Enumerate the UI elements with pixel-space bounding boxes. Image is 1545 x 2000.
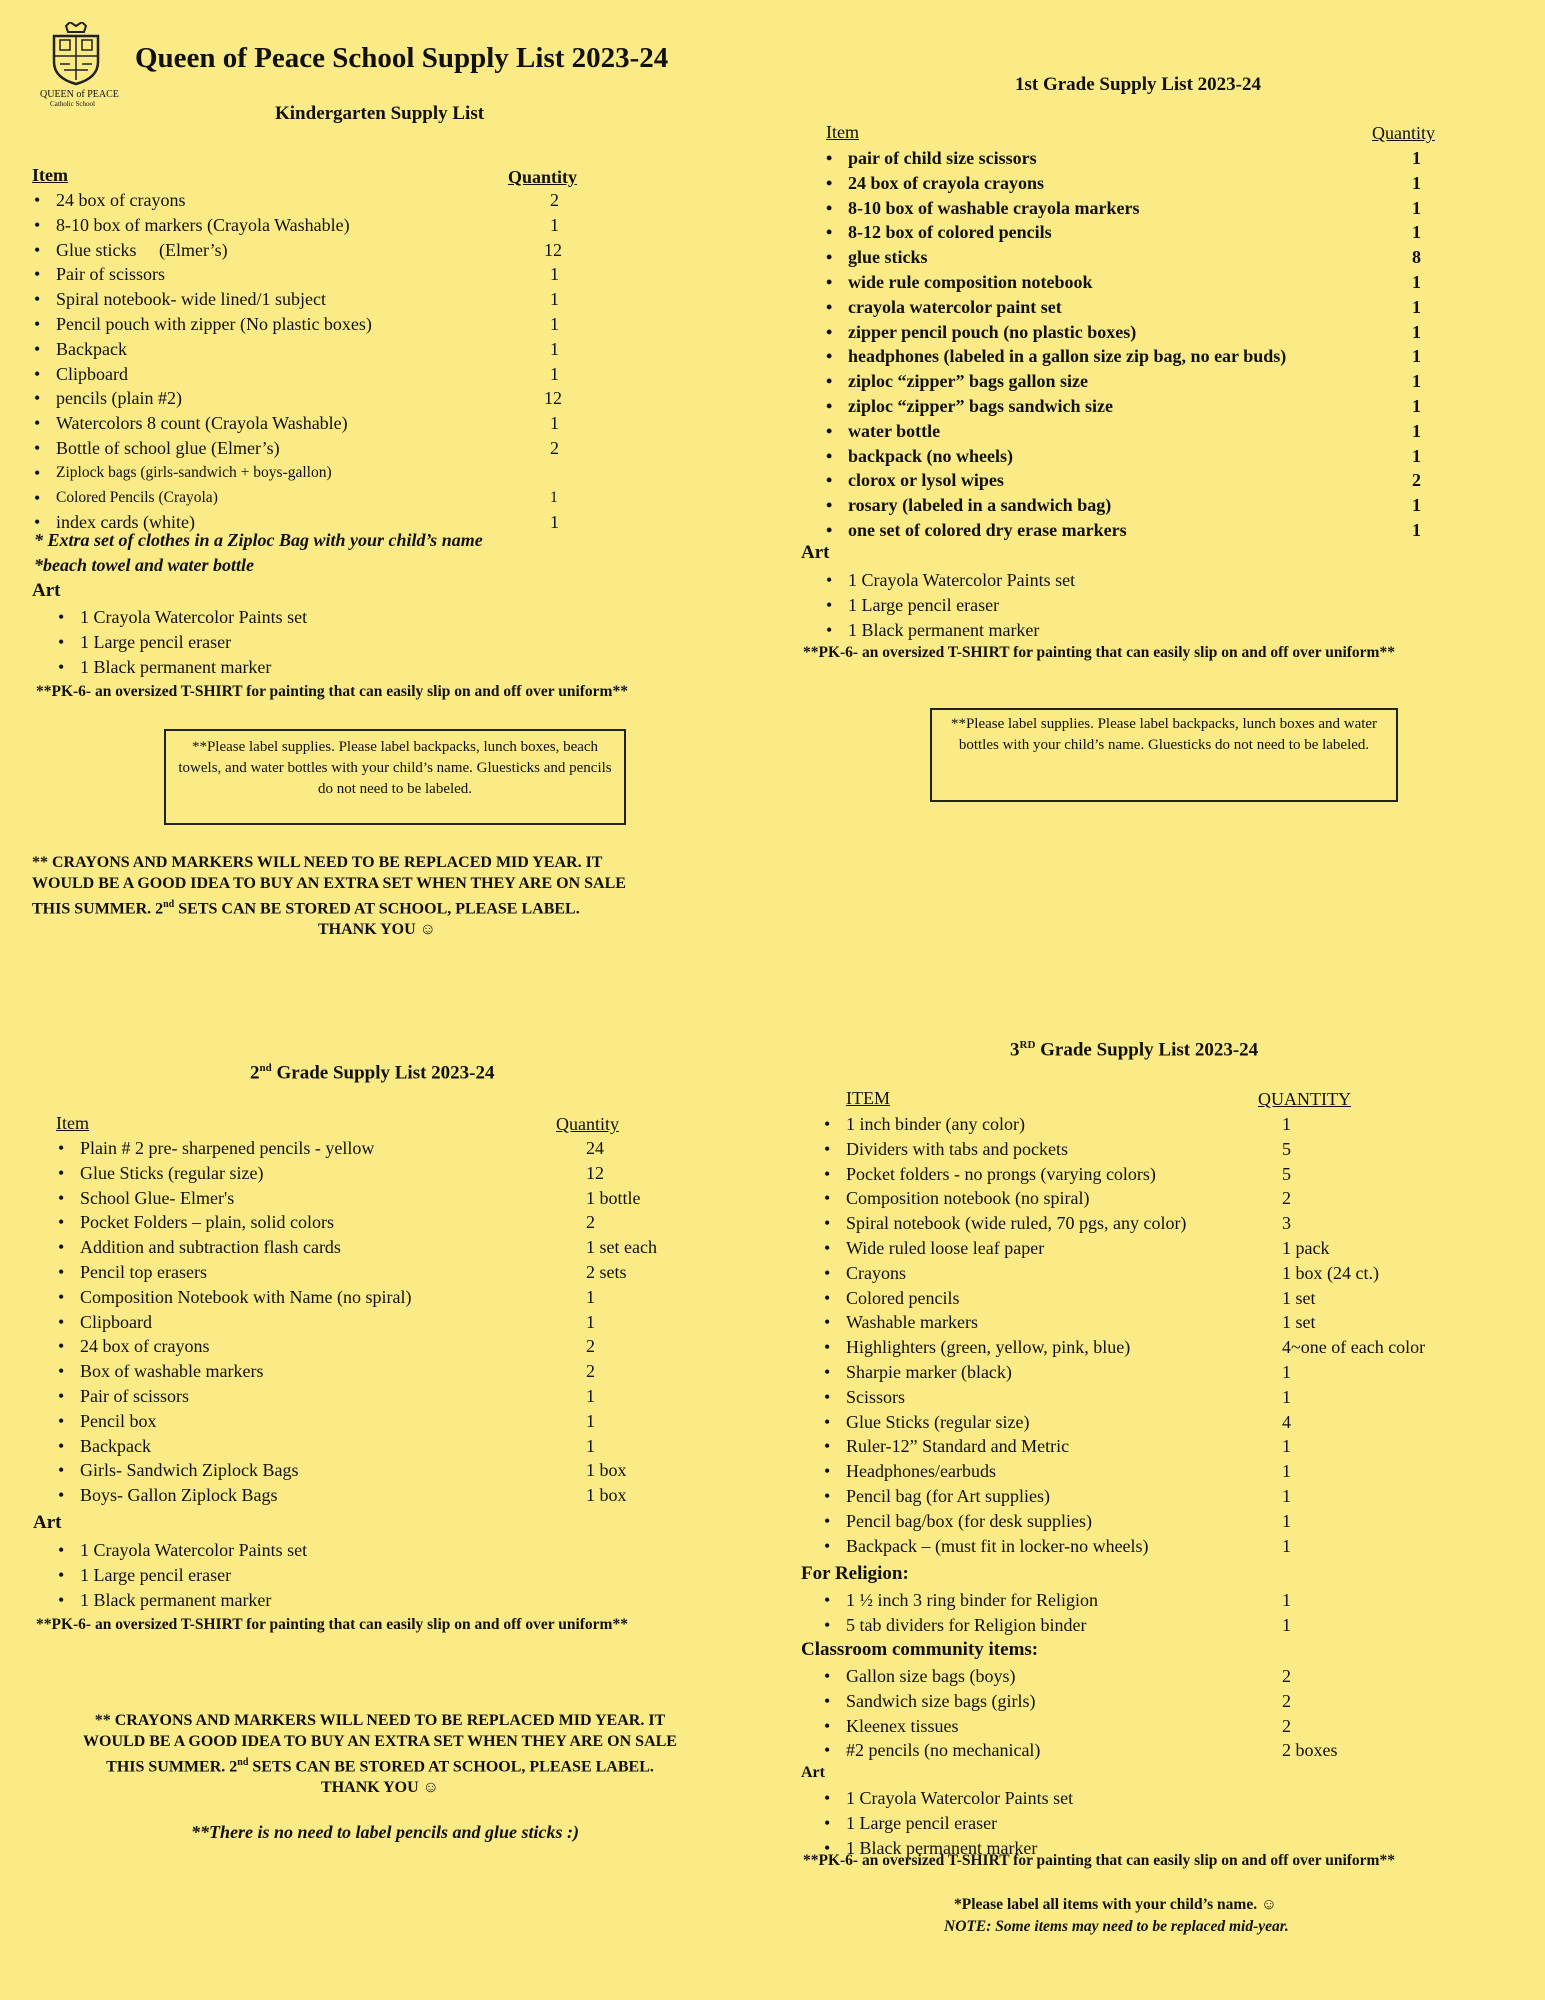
- grade1-art-list: [826, 568, 1246, 642]
- list-item: • Girls- Sandwich Ziplock Bags 1 box: [58, 1458, 698, 1483]
- list-item: • 1 Black permanent marker: [58, 655, 478, 680]
- list-item: • Pencil pouch with zipper (No plastic boxes) 1: [34, 312, 614, 337]
- grade3-mid-year-note: NOTE: Some items may need to be replaced mid-year.: [944, 1918, 1289, 1935]
- list-item: • Composition notebook (no spiral) 2: [824, 1186, 1524, 1211]
- list-item: • clorox or lysol wipes 2: [826, 468, 1426, 493]
- crayon-note-line: THANK YOU ☺: [321, 1779, 439, 1797]
- list-item: • crayola watercolor paint set 1: [826, 295, 1426, 320]
- crayon-note-line: WOULD BE A GOOD IDEA TO BUY AN EXTRA SET WHEN THEY ARE ON SALE: [32, 875, 626, 892]
- list-item: • 1 Large pencil eraser: [826, 593, 1246, 618]
- list-item: • rosary (labeled in a sandwich bag) 1: [826, 493, 1426, 518]
- grade3-community-list: [824, 1664, 1524, 1763]
- crayon-note-line: THIS SUMMER. 2nd SETS CAN BE STORED AT SCHOOL, PLEASE LABEL.: [32, 899, 580, 918]
- list-item: • 24 box of crayola crayons 1: [826, 171, 1426, 196]
- grade2-title: 2nd Grade Supply List 2023-24: [250, 1062, 495, 1084]
- grade3-community-heading: Classroom community items:: [801, 1639, 1039, 1660]
- list-item: • Sharpie marker (black) 1: [824, 1360, 1524, 1385]
- list-item: • headphones (labeled in a gallon size zip bag, no ear buds) 1: [826, 344, 1426, 369]
- grade3-art-heading: Art: [801, 1764, 825, 1781]
- grade2-qty-header: Quantity: [556, 1114, 619, 1134]
- list-item: • School Glue- Elmer's 1 bottle: [58, 1186, 698, 1211]
- list-item: • Colored pencils 1 set: [824, 1286, 1524, 1311]
- grade1-tshirt-note: **PK-6- an oversized T-SHIRT for painting that can easily slip on and off over uniform**: [803, 644, 1395, 661]
- grade3-list: [824, 1112, 1524, 1558]
- list-item: • Spiral notebook- wide lined/1 subject 1: [34, 287, 614, 312]
- grade3-item-header: ITEM: [846, 1088, 890, 1108]
- kindergarten-item-header: Item: [32, 165, 68, 185]
- grade2-art-heading: Art: [33, 1512, 62, 1533]
- list-item: • Clipboard 1: [58, 1310, 698, 1335]
- grade3-religion-list: [824, 1588, 1524, 1638]
- grade2-label-note: **There is no need to label pencils and glue sticks :): [191, 1822, 579, 1842]
- kindergarten-title: Kindergarten Supply List: [275, 103, 485, 124]
- list-item: • 1 ½ inch 3 ring binder for Religion 1: [824, 1588, 1524, 1613]
- list-item: • Backpack 1: [34, 337, 614, 362]
- list-item: • 1 Large pencil eraser: [824, 1811, 1244, 1836]
- list-item: • glue sticks 8: [826, 245, 1426, 270]
- kindergarten-crayon-note: [20, 852, 720, 940]
- list-item: • Spiral notebook (wide ruled, 70 pgs, any color) 3: [824, 1211, 1524, 1236]
- list-item: • pair of child size scissors 1: [826, 146, 1426, 171]
- grade2-art-list: [58, 1538, 478, 1612]
- crayon-note-line: ** CRAYONS AND MARKERS WILL NEED TO BE REPLACED MID YEAR. IT: [94, 1712, 666, 1729]
- grade1-label-box: **Please label supplies. Please label backpacks, lunch boxes and water bottles with your child’s name. Gluesticks do not need to be labeled.: [930, 708, 1398, 802]
- list-item: • 1 Black permanent marker: [826, 618, 1246, 643]
- list-item: • Watercolors 8 count (Crayola Washable) 1: [34, 411, 614, 436]
- list-item: • Ruler-12” Standard and Metric 1: [824, 1434, 1524, 1459]
- kindergarten-extra-clothes-note: * Extra set of clothes in a Ziploc Bag with your child’s name: [34, 530, 483, 550]
- grade2-crayon-note: [20, 1710, 740, 1798]
- list-item: • Pencil bag/box (for desk supplies) 1: [824, 1509, 1524, 1534]
- list-item: • Pencil top erasers 2 sets: [58, 1260, 698, 1285]
- list-item: • wide rule composition notebook 1: [826, 270, 1426, 295]
- list-item: • water bottle 1: [826, 419, 1426, 444]
- crayon-note-line: WOULD BE A GOOD IDEA TO BUY AN EXTRA SET WHEN THEY ARE ON SALE: [83, 1733, 677, 1750]
- kindergarten-tshirt-note: **PK-6- an oversized T-SHIRT for painting that can easily slip on and off over uniform**: [36, 683, 628, 700]
- list-item: • index cards (white) 1: [34, 510, 614, 535]
- grade3-title: 3RD Grade Supply List 2023-24: [1010, 1039, 1259, 1061]
- list-item: • Pocket Folders – plain, solid colors 2: [58, 1210, 698, 1235]
- list-item: • 24 box of crayons 2: [58, 1334, 698, 1359]
- grade3-art-list: [824, 1786, 1244, 1860]
- list-item: • 24 box of crayons 2: [34, 188, 614, 213]
- list-item: • Crayons 1 box (24 ct.): [824, 1261, 1524, 1286]
- list-item: • Highlighters (green, yellow, pink, blue) 4~one of each color: [824, 1335, 1524, 1360]
- logo-text: QUEEN of PEACE: [40, 89, 119, 100]
- list-item: • Pair of scissors 1: [58, 1384, 698, 1409]
- kindergarten-list: [34, 188, 614, 535]
- crayon-note-line: ** CRAYONS AND MARKERS WILL NEED TO BE REPLACED MID YEAR. IT: [32, 854, 603, 871]
- kindergarten-beach-towel-note: *beach towel and water bottle: [34, 555, 254, 575]
- list-item: • Glue Sticks (regular size) 12: [58, 1161, 698, 1186]
- grade2-tshirt-note: **PK-6- an oversized T-SHIRT for painting that can easily slip on and off over uniform**: [36, 1616, 628, 1633]
- list-item: • 8-10 box of markers (Crayola Washable) 1: [34, 213, 614, 238]
- list-item: • 1 Crayola Watercolor Paints set: [826, 568, 1246, 593]
- list-item: • Composition Notebook with Name (no spiral) 1: [58, 1285, 698, 1310]
- list-item: • 1 Black permanent marker: [58, 1588, 478, 1613]
- list-item: • 8-10 box of washable crayola markers 1: [826, 196, 1426, 221]
- grade1-title: 1st Grade Supply List 2023-24: [1015, 74, 1261, 95]
- list-item: • ziploc “zipper” bags sandwich size 1: [826, 394, 1426, 419]
- list-item: • Pencil bag (for Art supplies) 1: [824, 1484, 1524, 1509]
- list-item: • 1 Large pencil eraser: [58, 630, 478, 655]
- grade3-qty-header: QUANTITY: [1258, 1089, 1351, 1109]
- list-item: • Plain # 2 pre- sharpened pencils - yellow 24: [58, 1136, 698, 1161]
- list-item: • Backpack – (must fit in locker-no wheels) 1: [824, 1534, 1524, 1559]
- list-item: • Headphones/earbuds 1: [824, 1459, 1524, 1484]
- crayon-note-line: THIS SUMMER. 2nd SETS CAN BE STORED AT SCHOOL, PLEASE LABEL.: [106, 1757, 654, 1776]
- list-item: • Ziplock bags (girls-sandwich + boys-gallon): [34, 461, 614, 486]
- list-item: • Addition and subtraction flash cards 1 set each: [58, 1235, 698, 1260]
- list-item: • #2 pencils (no mechanical) 2 boxes: [824, 1738, 1524, 1763]
- list-item: • 8-12 box of colored pencils 1: [826, 220, 1426, 245]
- list-item: • Box of washable markers 2: [58, 1359, 698, 1384]
- list-item: • 1 Crayola Watercolor Paints set: [58, 605, 478, 630]
- list-item: • backpack (no wheels) 1: [826, 444, 1426, 469]
- list-item: • Colored Pencils (Crayola) 1: [34, 486, 614, 511]
- list-item: • one set of colored dry erase markers 1: [826, 518, 1426, 543]
- grade1-item-header: Item: [826, 122, 859, 142]
- crayon-note-line: THANK YOU ☺: [318, 921, 436, 939]
- list-item: • 1 inch binder (any color) 1: [824, 1112, 1524, 1137]
- grade3-label-note: *Please label all items with your child’s name. ☺: [954, 1896, 1277, 1913]
- list-item: • 1 Black permanent marker: [824, 1836, 1244, 1861]
- list-item: • Backpack 1: [58, 1434, 698, 1459]
- list-item: • ziploc “zipper” bags gallon size 1: [826, 369, 1426, 394]
- grade2-item-header: Item: [56, 1113, 89, 1133]
- list-item: • Clipboard 1: [34, 362, 614, 387]
- grade1-list: [826, 146, 1426, 543]
- list-item: • Pair of scissors 1: [34, 262, 614, 287]
- grade1-art-heading: Art: [801, 542, 830, 563]
- list-item: • Sandwich size bags (girls) 2: [824, 1689, 1524, 1714]
- list-item: • 1 Crayola Watercolor Paints set: [824, 1786, 1244, 1811]
- grade1-qty-header: Quantity: [1372, 123, 1435, 143]
- list-item: • pencils (plain #2) 12: [34, 386, 614, 411]
- grade2-list: [58, 1136, 698, 1508]
- list-item: • Scissors 1: [824, 1385, 1524, 1410]
- logo-subtext: Catholic School: [50, 100, 95, 108]
- crest-icon: [40, 22, 112, 86]
- list-item: • Pocket folders - no prongs (varying colors) 5: [824, 1162, 1524, 1187]
- list-item: • 1 Crayola Watercolor Paints set: [58, 1538, 478, 1563]
- grade3-religion-heading: For Religion:: [801, 1563, 909, 1584]
- list-item: • Pencil box 1: [58, 1409, 698, 1434]
- kindergarten-label-box: **Please label supplies. Please label backpacks, lunch boxes, beach towels, and water bottles with your child’s name. Gluesticks and pencils do not need to be labeled.: [164, 729, 626, 825]
- list-item: • Washable markers 1 set: [824, 1310, 1524, 1335]
- list-item: • Bottle of school glue (Elmer’s) 2: [34, 436, 614, 461]
- list-item: • Gallon size bags (boys) 2: [824, 1664, 1524, 1689]
- list-item: • Dividers with tabs and pockets 5: [824, 1137, 1524, 1162]
- page-title: Queen of Peace School Supply List 2023-24: [135, 42, 669, 74]
- list-item: • 1 Large pencil eraser: [58, 1563, 478, 1588]
- list-item: • Wide ruled loose leaf paper 1 pack: [824, 1236, 1524, 1261]
- kindergarten-qty-header: Quantity: [508, 167, 578, 187]
- list-item: • Glue Sticks (regular size) 4: [824, 1410, 1524, 1435]
- list-item: • Kleenex tissues 2: [824, 1714, 1524, 1739]
- list-item: • Boys- Gallon Ziplock Bags 1 box: [58, 1483, 698, 1508]
- grade3-tshirt-note: **PK-6- an oversized T-SHIRT for painting that can easily slip on and off over uniform**: [803, 1852, 1395, 1869]
- list-item: • 5 tab dividers for Religion binder 1: [824, 1613, 1524, 1638]
- school-logo: [40, 22, 119, 112]
- kindergarten-art-list: [58, 605, 478, 679]
- list-item: • Glue sticks (Elmer’s) 12: [34, 238, 614, 263]
- kindergarten-art-heading: Art: [32, 580, 61, 601]
- list-item: • zipper pencil pouch (no plastic boxes) 1: [826, 320, 1426, 345]
